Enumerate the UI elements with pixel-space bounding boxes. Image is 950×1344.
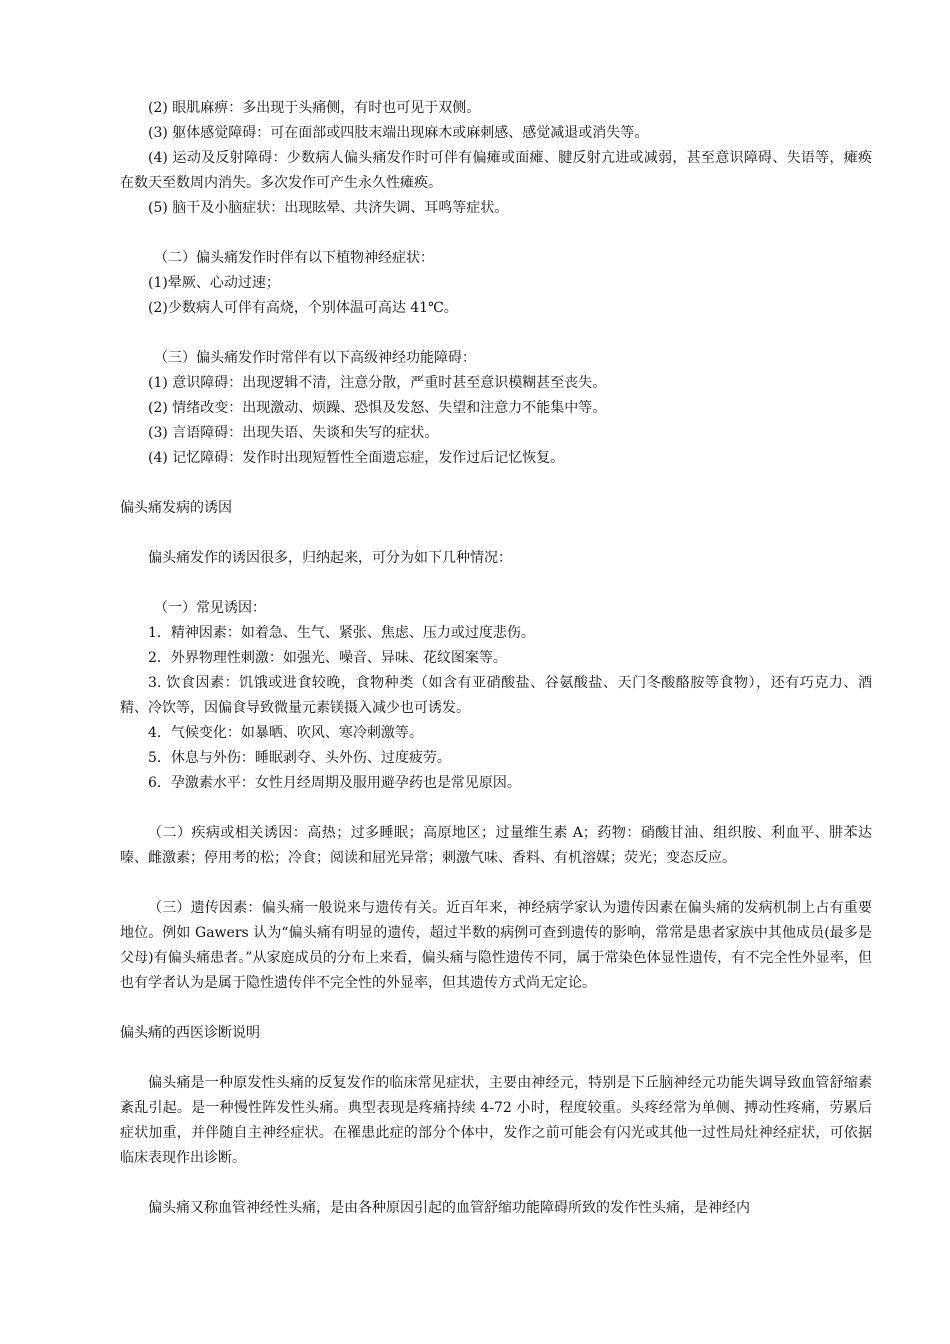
list-item: (1)晕厥、心动过速； xyxy=(148,275,280,291)
section-heading: 偏头痛发病的诱因 xyxy=(120,500,232,516)
paragraph: (3) 躯体感觉障碍：可在面部或四肢末端出现麻木或麻刺感、感觉减退或消失等。 xyxy=(148,125,649,141)
spacer xyxy=(120,471,872,496)
document-page xyxy=(120,96,872,1221)
paragraph: 偏头痛是一种原发性头痛的反复发作的临床常见症状，主要由神经元，特别是下丘脑神经元功能失调导致血管舒缩素紊乱引起。是一种慢性阵发性头痛。典型表现是疼痛持续 4-72 小时，程度较重。头疼经常为单侧、搏动性疼痛，劳累后症状加重，并伴随自主神经症状。在罹患此症的部分个体中，发作之前可能会有闪光或其他一过性局灶神经症状，可依据临床表现作出诊断。 xyxy=(120,1075,872,1166)
spacer xyxy=(120,221,872,246)
list-item: (3) 言语障碍：出现失语、失谈和失写的症状。 xyxy=(148,425,439,441)
paragraph: （三）遗传因素：偏头痛一般说来与遗传有关。近百年来，神经病学家认为遗传因素在偏头痛的发病机制上占有重要地位。例如 Gawers 认为“偏头痛有明显的遗传，超过半数的病例可查到遗传的影响，常常是患者家族中其他成员(最多是父母)有偏头痛患者。”从家庭成员的分布上来看，偏头痛与隐性遗传不同，属于常染色体显性遗传，有不完全性外显率，但也有学者认为是属于隐性遗传伴不完全性的外显率，但其遗传方式尚无定论。 xyxy=(120,900,872,991)
spacer xyxy=(120,571,872,596)
list-item: 6．孕激素水平：女性月经周期及服用避孕药也是常见原因。 xyxy=(148,775,521,791)
spacer xyxy=(120,521,872,546)
list-item: (1) 意识障碍：出现逻辑不清，注意分散，严重时甚至意识模糊甚至丧失。 xyxy=(148,375,607,391)
list-item: 1．精神因素：如着急、生气、紧张、焦虑、压力或过度悲伤。 xyxy=(148,625,535,641)
list-item: 4．气候变化：如暴晒、吹风、寒冷刺激等。 xyxy=(148,725,423,741)
spacer xyxy=(120,1171,872,1196)
paragraph: (4) 运动及反射障碍：少数病人偏头痛发作时可伴有偏瘫或面瘫、腱反射亢进或减弱，甚至意识障碍、失语等，瘫痪在数天至数周内消失。多次发作可产生永久性瘫痪。 xyxy=(120,150,872,191)
spacer xyxy=(120,871,872,896)
list-item: 2．外界物理性刺激：如强光、噪音、异味、花纹图案等。 xyxy=(148,650,507,666)
list-item: (2)少数病人可伴有高烧，个别体温可高达 41℃。 xyxy=(148,300,458,316)
spacer xyxy=(120,996,872,1021)
paragraph: 偏头痛发作的诱因很多，归纳起来，可分为如下几种情况： xyxy=(148,550,512,566)
section-heading: 偏头痛的西医诊断说明 xyxy=(120,1025,260,1041)
paragraph: (2) 眼肌麻痹：多出现于头痛侧，有时也可见于双侧。 xyxy=(148,100,481,116)
spacer xyxy=(120,796,872,821)
list-item: (4) 记忆障碍：发作时出现短暂性全面遗忘症，发作过后记忆恢复。 xyxy=(148,450,565,466)
list-item: (2) 情绪改变：出现激动、烦躁、恐惧及发怒、失望和注意力不能集中等。 xyxy=(148,400,607,416)
spacer xyxy=(120,321,872,346)
list-item: 3. 饮食因素：饥饿或进食较晚，食物种类（如含有亚硝酸盐、谷氨酸盐、天门冬酸酪胺等食物），还有巧克力、酒精、冷饮等，因偏食导致微量元素镁摄入减少也可诱发。 xyxy=(120,675,872,716)
section-title: （一）常见诱因： xyxy=(154,600,266,616)
paragraph: （二）疾病或相关诱因：高热；过多睡眠；高原地区；过量维生素 A；药物：硝酸甘油、组织胺、利血平、肼苯达嗪、雌激素；停用考的松；冷食；阅读和屈光异常；刺激气味、香料、有机溶媒；荧光；变态反应。 xyxy=(120,825,872,866)
paragraph: (5) 脑干及小脑症状：出现眩晕、共济失调、耳鸣等症状。 xyxy=(148,200,509,216)
section-title: （二）偏头痛发作时伴有以下植物神经症状： xyxy=(154,250,434,266)
paragraph: 偏头痛又称血管神经性头痛，是由各种原因引起的血管舒缩功能障碍所致的发作性头痛，是神经内 xyxy=(148,1200,750,1216)
list-item: 5．休息与外伤：睡眠剥夺、头外伤、过度疲劳。 xyxy=(148,750,451,766)
spacer xyxy=(120,1046,872,1071)
section-title: （三）偏头痛发作时常伴有以下高级神经功能障碍： xyxy=(154,350,476,366)
